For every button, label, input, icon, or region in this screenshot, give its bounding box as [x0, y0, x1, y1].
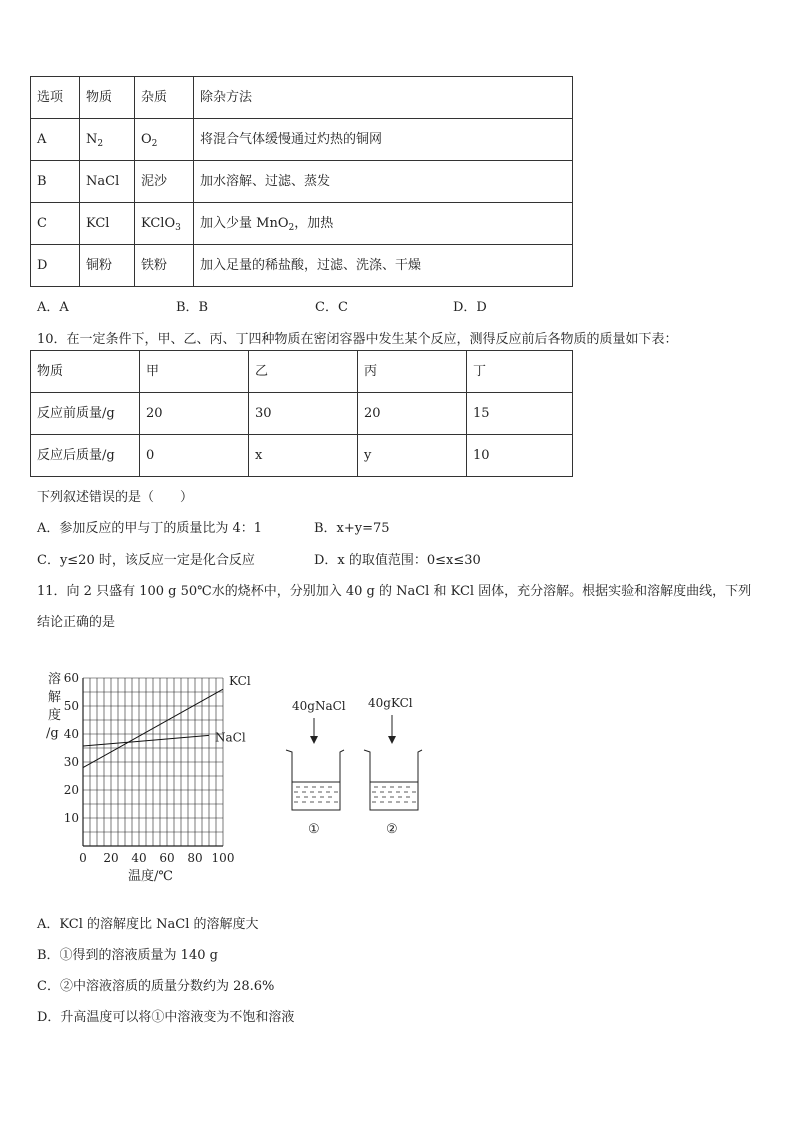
table-row — [31, 203, 573, 245]
y-tick-label: 30 — [63, 755, 79, 769]
q10-option-d[interactable]: D．x 的取值范围：0≤x≤30 — [314, 553, 481, 568]
y-axis-label-char: 解 — [48, 690, 62, 705]
table-cell: $N_2$ — [80, 119, 135, 161]
table-cell: 15 — [467, 393, 573, 435]
table-row — [31, 435, 573, 477]
table-cell: y — [358, 435, 467, 477]
table-row — [31, 245, 573, 287]
table-cell: 铁粉 — [135, 245, 194, 287]
x-axis-label: 温度/℃ — [128, 869, 173, 884]
table-cell: $O_2$ — [135, 119, 194, 161]
table-cell: KClO$_3$ — [135, 203, 194, 245]
table-cell: KCl — [80, 203, 135, 245]
beaker-2-label: 40gKCl — [368, 696, 413, 710]
q9-option-d[interactable]: D．D — [453, 300, 487, 315]
q11-option-d[interactable]: D．升高温度可以将①中溶液变为不饱和溶液 — [37, 1010, 295, 1025]
table-cell: 加水溶解、过滤、蒸发 — [194, 161, 573, 203]
table-row — [31, 161, 573, 203]
table-cell: 10 — [467, 435, 573, 477]
table-cell: B — [31, 161, 80, 203]
table-header-cell: 乙 — [249, 351, 358, 393]
x-tick-label: 0 — [79, 851, 87, 865]
table-row — [31, 393, 573, 435]
x-tick-label: 20 — [103, 851, 119, 865]
table-cell: 加入少量 MnO$_2$，加热 — [194, 203, 573, 245]
table-header-cell: 选项 — [31, 77, 80, 119]
q9-option-b[interactable]: B．B — [176, 300, 209, 315]
table-cell: 将混合气体缓慢通过灼热的铜网 — [194, 119, 573, 161]
q10-stem: 10．在一定条件下，甲、乙、丙、丁四种物质在密闭容器中发生某个反应，测得反应前后各物质的质量如下表： — [37, 332, 678, 347]
q10-option-b[interactable]: B．x+y=75 — [314, 521, 390, 536]
table-row — [31, 77, 573, 119]
q10-table — [30, 350, 573, 477]
table-header-cell: 甲 — [140, 351, 249, 393]
beaker-1-label: 40gNaCl — [292, 699, 346, 713]
x-tick-label: 80 — [187, 851, 203, 865]
beakers-diagram — [280, 690, 430, 840]
series-label-nacl: NaCl — [215, 730, 246, 745]
table-row — [31, 351, 573, 393]
q11-stem-line1: 11．向 2 只盛有 100 g 50℃水的烧杯中，分别加入 40 g 的 NaCl 和 KCl 固体，充分溶解。根据实验和溶解度曲线，下列 — [37, 584, 752, 599]
y-tick-label: 50 — [63, 699, 79, 713]
table-cell: NaCl — [80, 161, 135, 203]
table-cell: 加入足量的稀盐酸，过滤、洗涤、干燥 — [194, 245, 573, 287]
q9-table — [30, 76, 573, 287]
series-label-kcl: KCl — [229, 674, 251, 689]
table-header-cell: 物质 — [80, 77, 135, 119]
table-header-cell: 杂质 — [135, 77, 194, 119]
y-tick-label: 20 — [63, 783, 79, 797]
table-cell: A — [31, 119, 80, 161]
y-axis-label-char: /g — [46, 726, 59, 741]
table-header-cell: 丁 — [467, 351, 573, 393]
table-cell: 30 — [249, 393, 358, 435]
y-axis-label-char: 度 — [48, 708, 62, 723]
table-cell: 20 — [140, 393, 249, 435]
beaker-2-icon — [364, 750, 422, 810]
table-cell: 泥沙 — [135, 161, 194, 203]
arrow-icon — [310, 718, 318, 744]
table-cell: C — [31, 203, 80, 245]
beaker-2-number: ② — [386, 822, 398, 837]
y-tick-label: 10 — [63, 811, 79, 825]
table-cell: 20 — [358, 393, 467, 435]
solubility-chart — [40, 665, 280, 890]
x-tick-label: 40 — [131, 851, 147, 865]
q11-option-a[interactable]: A．KCl 的溶解度比 NaCl 的溶解度大 — [37, 917, 259, 932]
q10-option-a[interactable]: A．参加反应的甲与丁的质量比为 4：1 — [37, 521, 263, 536]
q11-stem-line2: 结论正确的是 — [37, 615, 116, 630]
q9-option-c[interactable]: C．C — [315, 300, 348, 315]
table-cell: 铜粉 — [80, 245, 135, 287]
y-axis-label-char: 溶 — [48, 672, 62, 687]
table-row — [31, 119, 573, 161]
table-header-cell: 物质 — [31, 351, 140, 393]
table-cell: 0 — [140, 435, 249, 477]
chart-grid — [83, 678, 223, 846]
q9-option-a[interactable]: A．A — [37, 300, 69, 315]
table-cell: x — [249, 435, 358, 477]
q11-option-b[interactable]: B．①得到的溶液质量为 140 g — [37, 948, 218, 963]
x-tick-label: 100 — [211, 851, 235, 865]
table-header-cell: 丙 — [358, 351, 467, 393]
q10-option-c[interactable]: C．y≤20 时，该反应一定是化合反应 — [37, 553, 255, 568]
y-tick-label: 60 — [63, 671, 79, 685]
y-tick-label: 40 — [63, 727, 79, 741]
beaker-1-number: ① — [308, 822, 320, 837]
table-cell: D — [31, 245, 80, 287]
q11-option-c[interactable]: C．②中溶液溶质的质量分数约为 28.6% — [37, 979, 275, 994]
table-header-cell: 除杂方法 — [194, 77, 573, 119]
arrow-icon — [388, 715, 396, 744]
beaker-1-icon — [286, 750, 344, 810]
q10-question: 下列叙述错误的是（ ） — [37, 490, 194, 505]
table-cell: 反应后质量/g — [31, 435, 140, 477]
table-cell: 反应前质量/g — [31, 393, 140, 435]
x-tick-label: 60 — [159, 851, 175, 865]
